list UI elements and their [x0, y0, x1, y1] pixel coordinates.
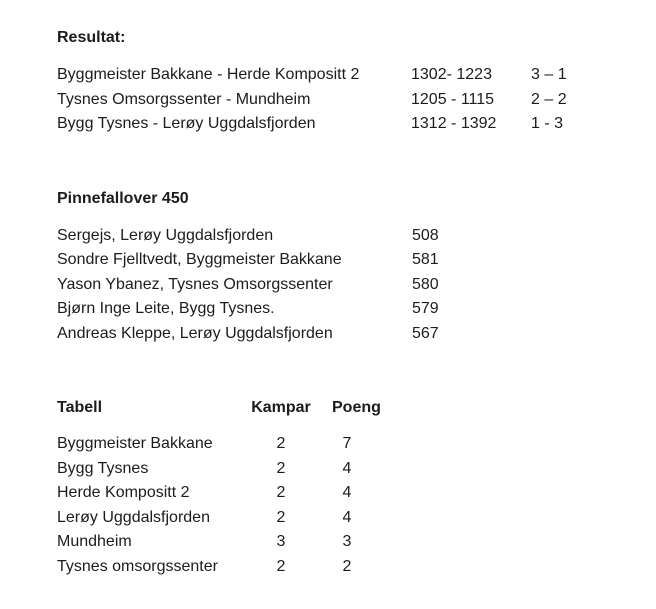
match-result: 3 – 1 [531, 66, 567, 84]
player-row [57, 224, 656, 248]
team-name: Tysnes omsorgssenter [57, 557, 218, 575]
points-cell: 7 [342, 435, 352, 453]
games-cell: 2 [276, 484, 286, 502]
standings-row [57, 555, 656, 579]
standings-header [57, 396, 656, 420]
games-cell: 2 [276, 435, 286, 453]
team-name: Bygg Tysnes [57, 459, 149, 477]
player-name: Bjørn Inge Leite, Bygg Tysnes. [57, 300, 275, 318]
player-row [57, 297, 656, 321]
match-result: 2 – 2 [531, 90, 567, 108]
standings-row [57, 481, 656, 505]
player-name: Sergejs, Lerøy Uggdalsfjorden [57, 227, 274, 245]
games-cell: 2 [276, 508, 286, 526]
player-name: Sondre Fjelltvedt, Byggmeister Bakkane [57, 251, 342, 269]
standings-header-games: Kampar [251, 399, 311, 417]
match-row [57, 112, 656, 136]
standings-header-points: Poeng [332, 399, 381, 417]
standings-header-team: Tabell [57, 399, 103, 417]
games-cell: 2 [276, 459, 286, 477]
player-score: 567 [412, 324, 439, 342]
points-cell: 4 [342, 508, 352, 526]
points-cell: 3 [342, 533, 352, 551]
standings-row [57, 530, 656, 554]
team-name: Byggmeister Bakkane [57, 435, 213, 453]
standings-row [57, 432, 656, 456]
match-score: 1302- 1223 [411, 66, 492, 84]
pinnefall-title: Pinnefallover 450 [57, 189, 189, 207]
games-cell: 3 [276, 533, 286, 551]
team-name: Herde Kompositt 2 [57, 484, 190, 502]
results-section [57, 26, 656, 137]
player-row [57, 273, 656, 297]
match-teams: Tysnes Omsorgssenter - Mundheim [57, 90, 311, 108]
player-name: Andreas Kleppe, Lerøy Uggdalsfjorden [57, 324, 333, 342]
player-row [57, 248, 656, 272]
team-name: Mundheim [57, 533, 132, 551]
standings-row [57, 457, 656, 481]
match-score: 1312 - 1392 [411, 115, 497, 133]
pinnefall-section [57, 187, 656, 346]
points-cell: 2 [342, 557, 352, 575]
results-title: Resultat: [57, 29, 126, 46]
match-teams: Bygg Tysnes - Lerøy Uggdalsfjorden [57, 115, 316, 133]
match-row [57, 88, 656, 112]
match-row [57, 63, 656, 87]
player-name: Yason Ybanez, Tysnes Omsorgssenter [57, 275, 333, 293]
match-score: 1205 - 1115 [411, 90, 495, 108]
player-score: 580 [412, 275, 439, 293]
points-cell: 4 [342, 484, 352, 502]
player-row [57, 322, 656, 346]
standings-row [57, 506, 656, 530]
player-score: 508 [412, 227, 439, 245]
points-cell: 4 [342, 459, 352, 477]
player-score: 579 [412, 300, 439, 318]
match-teams: Byggmeister Bakkane - Herde Kompositt 2 [57, 66, 360, 84]
match-result: 1 - 3 [531, 115, 564, 133]
player-score: 581 [412, 251, 439, 269]
team-name: Lerøy Uggdalsfjorden [57, 508, 210, 526]
games-cell: 2 [276, 557, 286, 575]
standings-section [57, 396, 656, 579]
